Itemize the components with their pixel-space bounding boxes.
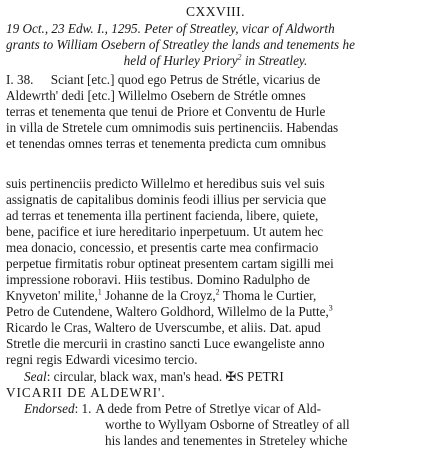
body-line-13	[6, 288, 424, 304]
body-line-10: mea donacio, concessio, et presentis carte mea confirmacio	[6, 240, 319, 255]
footnote-ref-2: 2	[237, 52, 242, 62]
heading-line-1: 19 Oct., 23 Edw. I., 1295. Peter of Streatley, vicar of Aldworth	[6, 21, 335, 36]
body-line-9: bene, pacifice et iure hereditario inperpetuum. Ut autem hec	[6, 224, 324, 239]
heading-line-3b: in Streatley.	[241, 53, 308, 68]
body-line-15: Ricardo le Cras, Waltero de Uverscumbe, et aliis. Dat. apud	[6, 320, 321, 335]
document-reference: I. 38.	[6, 72, 34, 87]
endorsed-text-1: A dede from Petre of Stretlye vicar of Ald-	[95, 401, 322, 416]
body-line-11: perpetue firmitatis robur optineat presentem cartam sigilli mei	[6, 256, 334, 271]
seal-label: Seal	[24, 369, 47, 384]
witness-croyz: Johanne de la Croyz,	[101, 288, 216, 303]
charter-number: CXXVIII.	[185, 4, 246, 19]
heading-line-2: grants to William Osebern of Streatley the lands and tenements he	[6, 37, 355, 52]
body-line-14	[6, 304, 424, 320]
body-line-2: Aldewrth' dedi [etc.] Willelmo Osebern de Strétle omnes	[6, 88, 306, 103]
endorsed-line-2: worthe to Wyllyam Osborne of Streatley of all	[105, 417, 350, 432]
body-text-1: Sciant [etc.] quod ego Petrus de Strétle, vicarius de	[50, 72, 321, 87]
endorsed-number-1: : 1.	[74, 401, 92, 416]
seal-legend: VICARII DE ALDEWRI'.	[6, 385, 166, 400]
body-line-5: et tenendas omnes terras et tenementa predicta cum omnibus	[6, 136, 327, 151]
body-line-16: Stretle die mercurii in crastino sancti Luce ewangeliste anno	[6, 336, 325, 351]
body-line-12: impressione roboravi. Hiis testibus. Domino Radulpho de	[6, 272, 311, 287]
footnote-ref-2b: 2	[215, 287, 220, 297]
seal-text: : circular, black wax, man's head. ✠S PETRI	[46, 369, 284, 384]
endorsed-line-1	[24, 401, 424, 417]
body-line-6: suis pertinenciis predicto Willelmo et heredibus suis vel suis	[6, 176, 325, 191]
witness-curtier: Thoma le Curtier,	[219, 288, 317, 303]
body-line-17: regni regis Edwardi vicesimo tercio.	[6, 352, 198, 367]
footnote-ref-3: 3	[328, 303, 333, 313]
witnesses-line-14: Petro de Cutendene, Waltero Goldhord, Willelmo de la Putte,	[6, 304, 329, 319]
heading-line-3	[0, 53, 431, 69]
footnote-ref-1: 1	[97, 287, 102, 297]
body-line-8: ad terras et tenementa illa pertinent facienda, libere, quiete,	[6, 208, 319, 223]
body-line-7: assignatis de capitalibus dominis feodi illius per servicia que	[6, 192, 327, 207]
witness-knyveton: Knyveton' milite,	[6, 288, 98, 303]
body-line-3: terras et tenementa que tenui de Priore et Conventu de Hurle	[6, 104, 326, 119]
heading-line-3a: held of Hurley Priory	[123, 53, 238, 68]
body-line-4: in villa de Stretele cum omnimodis suis pertinenciis. Habendas	[6, 120, 339, 135]
endorsed-label: Endorsed	[24, 401, 75, 416]
body-line-1	[6, 72, 424, 88]
seal-line	[24, 369, 424, 385]
endorsed-line-3: his landes and tenementes in Streteley whiche	[105, 433, 348, 448]
